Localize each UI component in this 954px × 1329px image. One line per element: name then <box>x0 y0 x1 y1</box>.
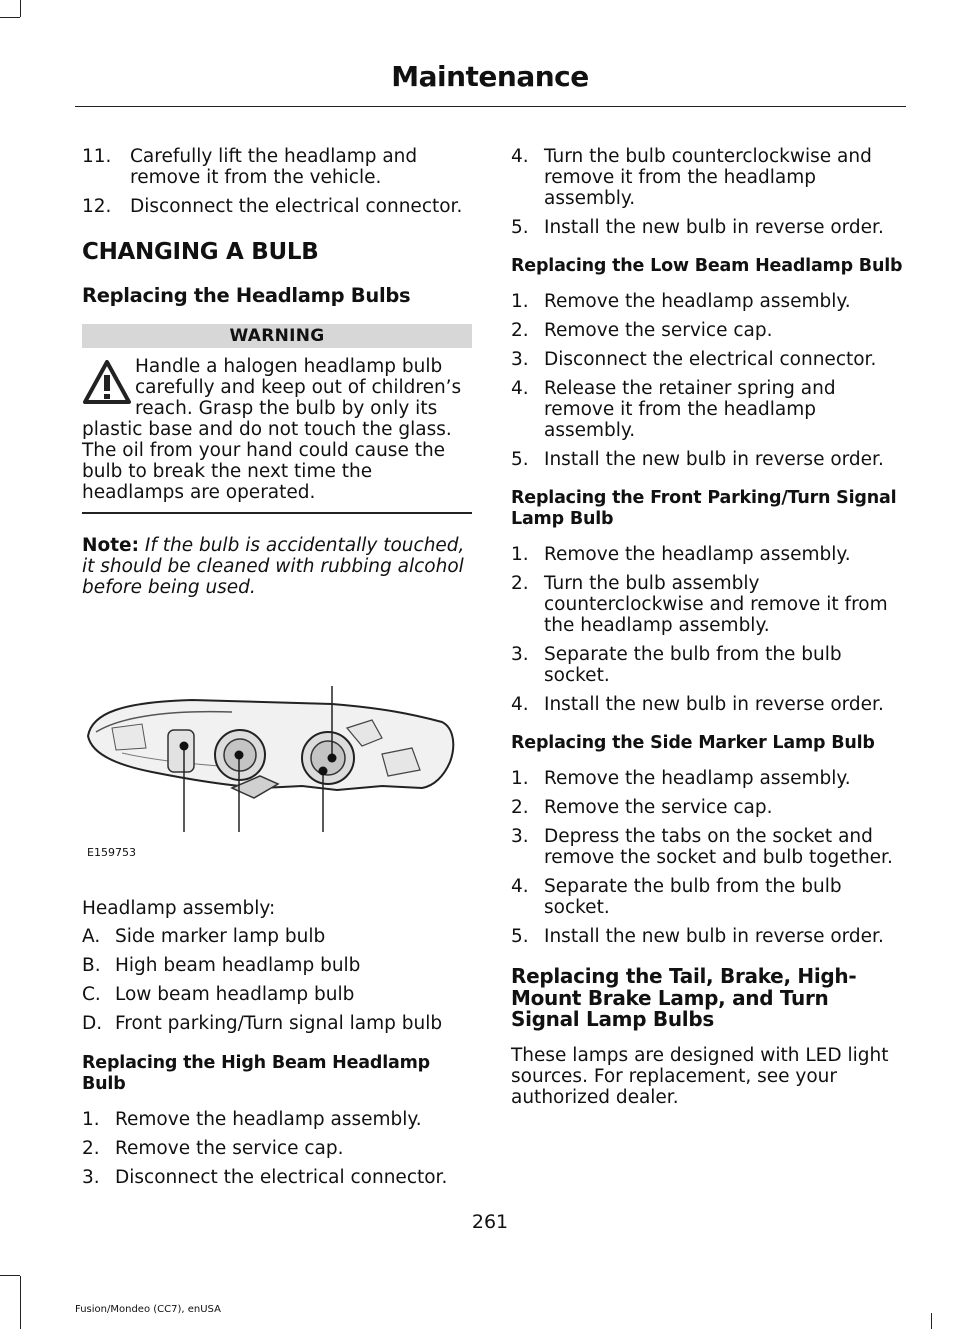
note-label: Note: <box>82 535 139 556</box>
crop-mark <box>20 1276 21 1329</box>
section-title: CHANGING A BULB <box>82 239 319 265</box>
parking-lamp-steps <box>511 544 903 715</box>
side-marker-title: Replacing the Side Marker Lamp Bulb <box>511 733 875 753</box>
list-item: 1. Remove the headlamp assembly. <box>511 544 851 565</box>
list-item: 2. Remove the service cap. <box>511 320 773 341</box>
list-item: 2. Remove the service cap. <box>82 1138 344 1159</box>
list-item: 1. Remove the headlamp assembly. <box>82 1109 422 1130</box>
headlamp-figure <box>82 658 472 874</box>
subsection-title: Replacing the Headlamp Bulbs <box>82 284 411 307</box>
low-beam-title: Replacing the Low Beam Headlamp Bulb <box>511 256 903 276</box>
list-item: 3. Depress the tabs on the socket and remove the socket and bulb together. <box>511 826 893 868</box>
list-item: 12. Disconnect the electrical connector. <box>82 196 463 217</box>
tail-lamp-text: These lamps are designed with LED light sources. For replacement, see your authorized dealer. <box>511 1044 889 1108</box>
list-item: 2. Turn the bulb assembly counterclockwise and remove it from the headlamp assembly. <box>511 573 888 636</box>
list-item: 4. Install the new bulb in reverse order. <box>511 694 884 715</box>
figure-legend <box>82 926 472 1034</box>
list-item: 11. Carefully lift the headlamp and remove it from the vehicle. <box>82 146 418 188</box>
list-item: 1. Remove the headlamp assembly. <box>511 768 851 789</box>
figure-code: E159753 <box>87 846 136 859</box>
legend-item: C. Low beam headlamp bulb <box>82 984 355 1005</box>
warning-triangle-icon <box>82 359 132 407</box>
list-item: 2. Remove the service cap. <box>511 797 773 818</box>
page-title: Maintenance <box>391 60 589 93</box>
crop-mark <box>931 1313 932 1329</box>
legend-item: D. Front parking/Turn signal lamp bulb <box>82 1013 443 1034</box>
high-beam-steps-cont <box>511 146 903 238</box>
warning-text: Handle a halogen headlamp bulb carefully and keep out of children’s reach. Grasp the bulb by only its plastic base and do not touch the glass. The oil from your hand could cause the bulb to break the next time the headlamps are operated. <box>82 356 462 503</box>
warning-box <box>82 324 472 514</box>
low-beam-steps <box>511 291 903 470</box>
warning-rule <box>82 512 472 514</box>
list-item: 5. Install the new bulb in reverse order. <box>511 449 884 470</box>
header-rule <box>75 106 906 107</box>
high-beam-title: Replacing the High Beam Headlamp Bulb <box>82 1053 431 1094</box>
list-item: 3. Separate the bulb from the bulb socket. <box>511 644 842 686</box>
legend-title: Headlamp assembly: <box>82 898 276 919</box>
crop-mark <box>0 1275 20 1276</box>
legend-item: B. High beam headlamp bulb <box>82 955 361 976</box>
crop-mark <box>0 17 20 18</box>
footer-text: Fusion/Mondeo (CC7), enUSA <box>75 1304 221 1315</box>
high-beam-steps <box>82 1109 472 1188</box>
parking-lamp-title: Replacing the Front Parking/Turn Signal Lamp Bulb <box>511 488 897 529</box>
removal-steps <box>82 146 472 217</box>
list-item: 1. Remove the headlamp assembly. <box>511 291 851 312</box>
page-number: 261 <box>471 1211 509 1233</box>
list-item: 4. Release the retainer spring and remove it from the headlamp assembly. <box>511 378 836 441</box>
headlamp-illustration <box>82 658 472 838</box>
list-item: 4. Separate the bulb from the bulb socket. <box>511 876 842 918</box>
legend-item: A. Side marker lamp bulb <box>82 926 326 947</box>
list-item: 4. Turn the bulb counterclockwise and remove it from the headlamp assembly. <box>511 146 872 209</box>
note <box>82 535 472 598</box>
list-item: 3. Disconnect the electrical connector. <box>82 1167 448 1188</box>
crop-mark <box>20 0 21 17</box>
tail-lamp-title: Replacing the Tail, Brake, High-Mount Brake Lamp, and Turn Signal Lamp Bulbs <box>511 964 857 1031</box>
right-column <box>511 146 903 1108</box>
list-item: 5. Install the new bulb in reverse order. <box>511 217 884 238</box>
list-item: 5. Install the new bulb in reverse order. <box>511 926 884 947</box>
warning-label: WARNING <box>82 324 472 348</box>
left-column <box>82 146 472 1196</box>
note-text: If the bulb is accidentally touched, it should be cleaned with rubbing alcohol before being used. <box>82 535 465 598</box>
side-marker-steps <box>511 768 903 947</box>
list-item: 3. Disconnect the electrical connector. <box>511 349 877 370</box>
